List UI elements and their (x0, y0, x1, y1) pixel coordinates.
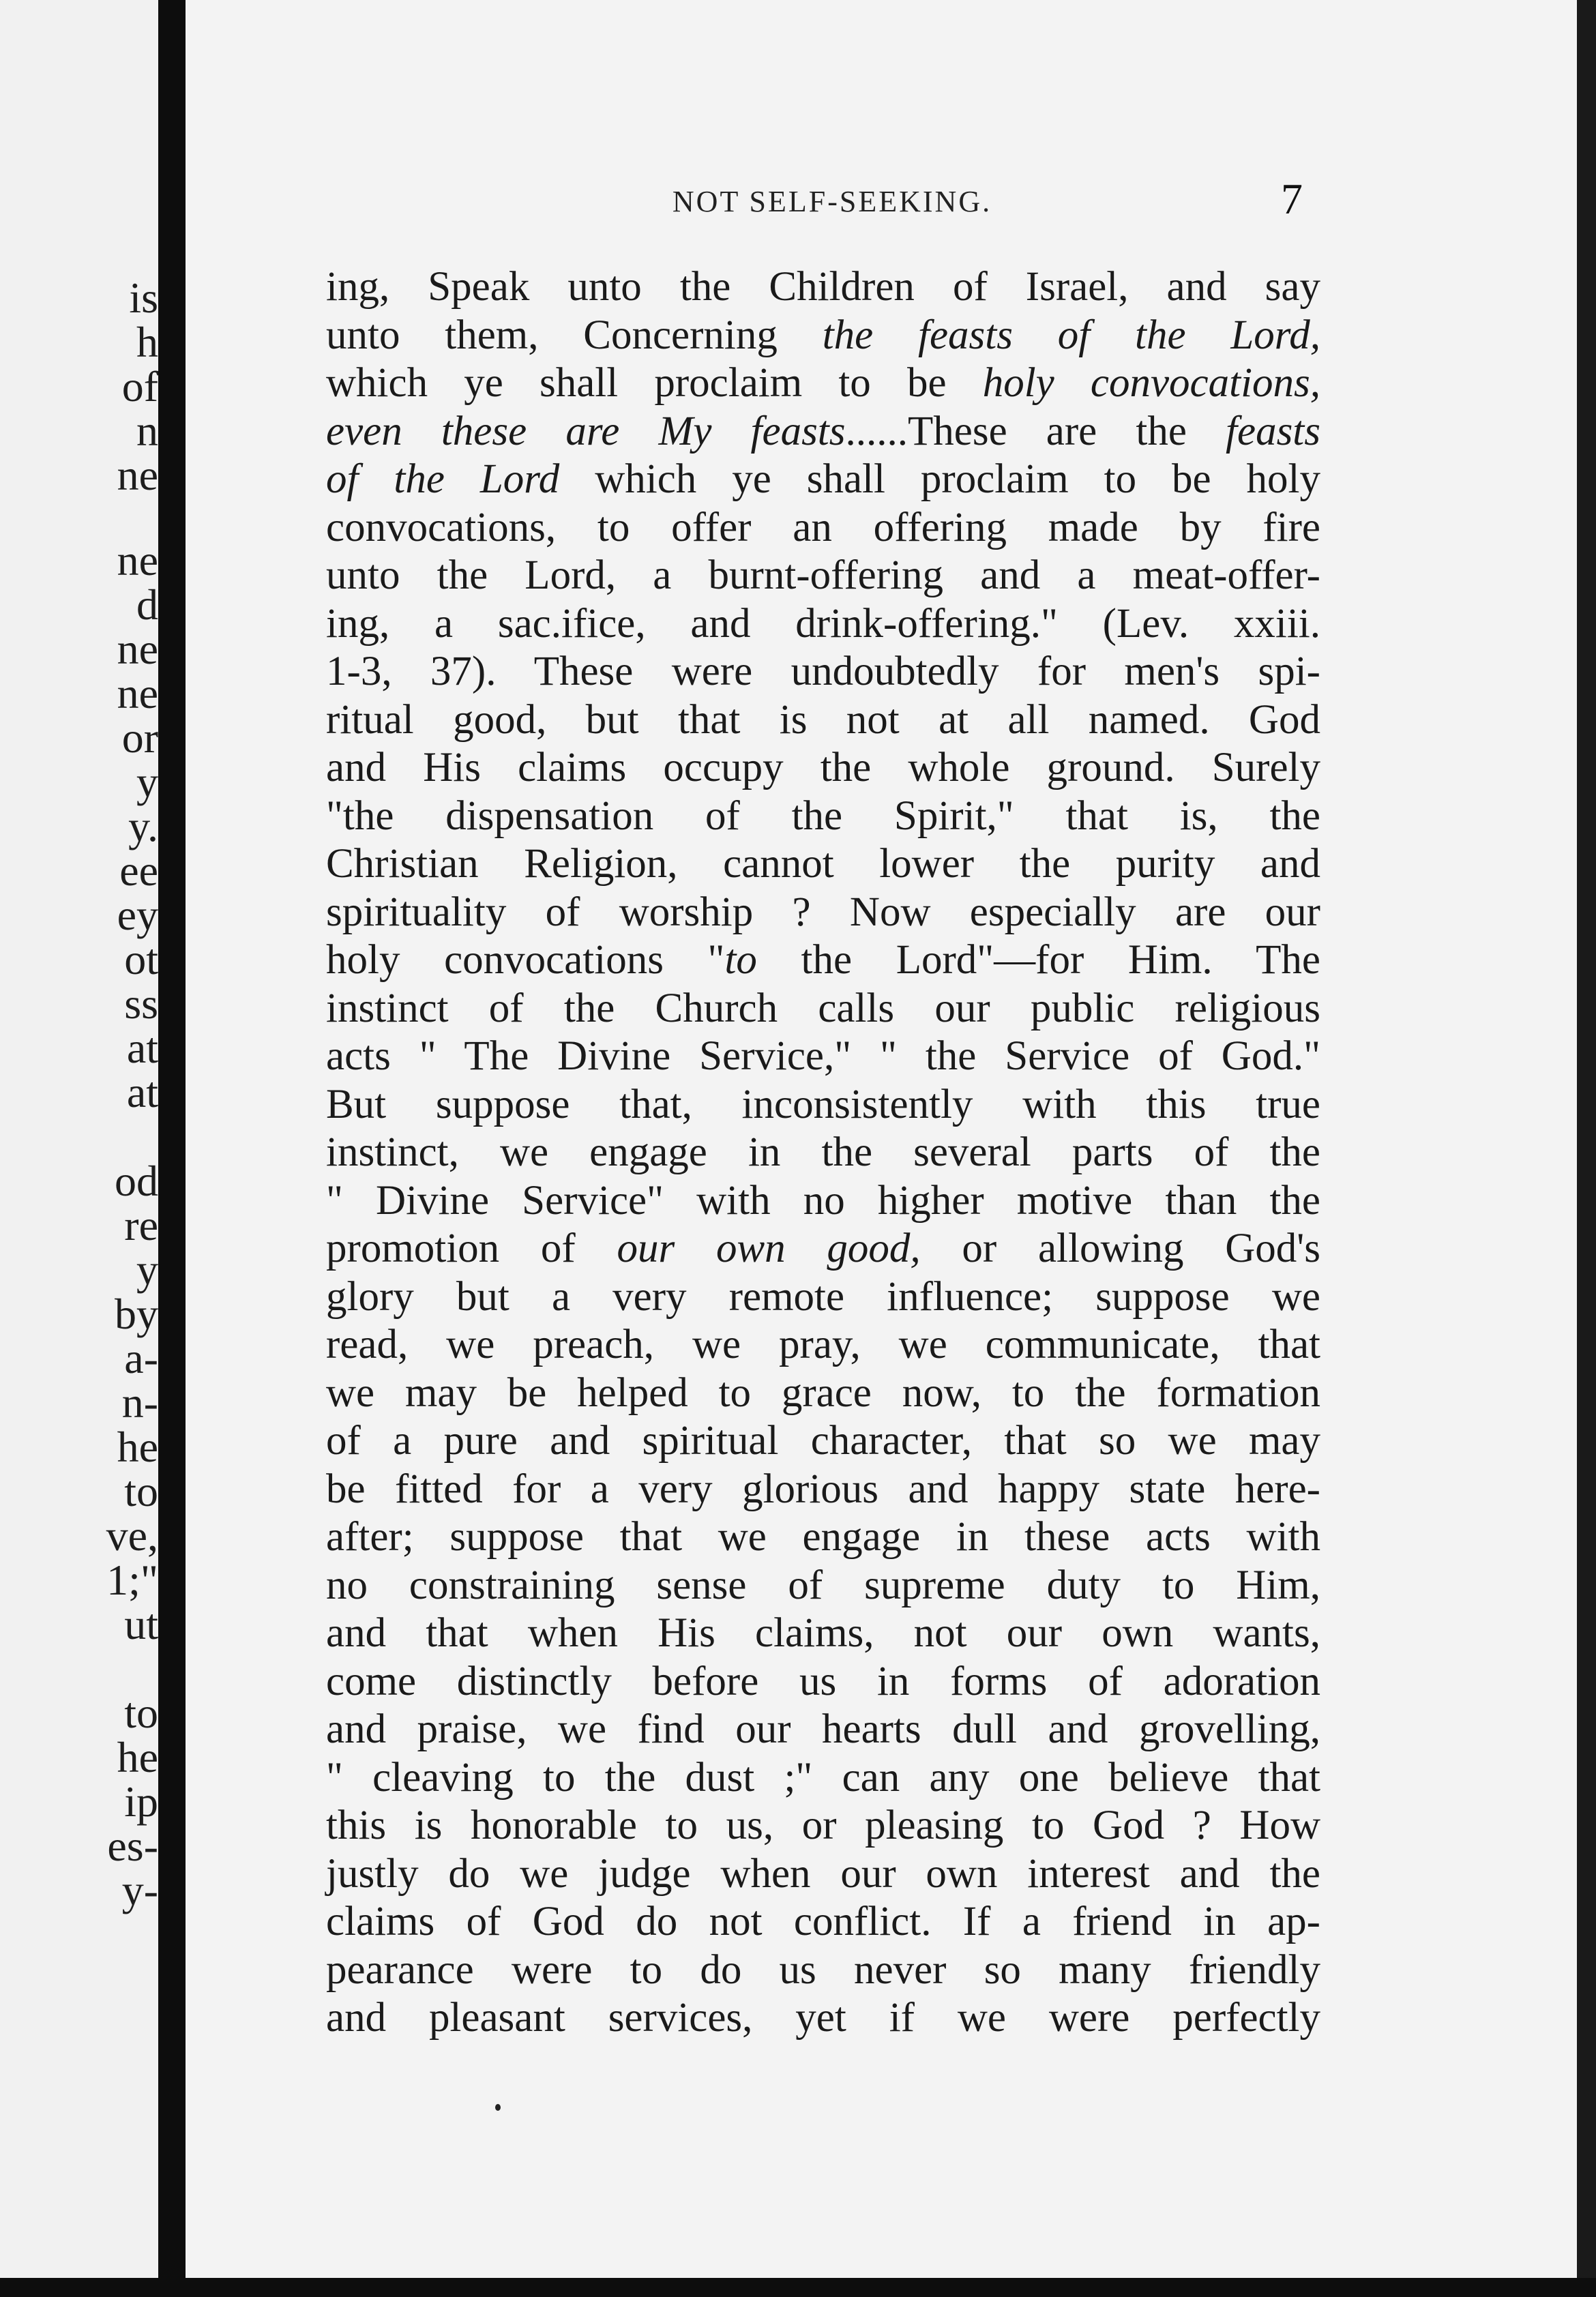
left-page-fragment: to (124, 1467, 158, 1515)
text-run: or allowing God's (920, 1226, 1320, 1271)
text-line (326, 648, 1320, 696)
text-run: "the dispensation of the Spirit," that is, the (326, 792, 1320, 839)
text-line (326, 696, 1320, 745)
italic-text: to (724, 937, 757, 983)
left-page-fragment: d (136, 580, 158, 629)
text-line (326, 1562, 1320, 1610)
left-page-fragment: y. (128, 802, 158, 850)
text-run: glory but a very remote influence; suppose we (326, 1273, 1320, 1320)
text-run: claims of God do not conflict. If a friend in ap- (326, 1899, 1320, 1944)
left-page-fragment: ne (117, 625, 158, 673)
italic-text: the feasts of the Lord, (822, 312, 1321, 358)
left-page-fragment: or (121, 713, 158, 762)
text-run: instinct, we engage in the several parts of the (326, 1129, 1320, 1175)
italic-text: holy convocations, (982, 360, 1321, 406)
left-page-fragment: he (117, 1423, 158, 1471)
left-page-fragment: h (136, 318, 158, 366)
text-line (326, 552, 1320, 600)
running-header: NOT SELF-SEEKING. (672, 185, 992, 218)
italic-text: of the Lord (326, 456, 560, 502)
left-page-fragment: at (126, 1068, 158, 1116)
text-run: justly do we judge when our own interest and the (326, 1850, 1320, 1897)
scan-bottom-border (0, 2278, 1596, 2297)
left-page-edge (0, 0, 158, 2297)
text-run: after; suppose that we engage in these acts with (326, 1514, 1320, 1560)
text-line (326, 889, 1320, 937)
text-line (326, 1994, 1320, 2043)
left-page-fragment: y (136, 758, 158, 806)
text-run: and that when His claims, not our own wants, (326, 1610, 1320, 1656)
text-run: which ye shall proclaim to be holy (559, 456, 1320, 502)
text-line (326, 408, 1320, 456)
italic-text: feasts (1226, 408, 1320, 454)
book-gutter (158, 0, 186, 2297)
text-line (326, 1658, 1320, 1706)
text-line (326, 1850, 1320, 1899)
text-run: ......These are the (845, 408, 1226, 454)
left-page-fragment: ey (117, 891, 158, 939)
left-page-fragment: ee (119, 846, 158, 895)
text-line (326, 1321, 1320, 1369)
left-page-fragment: to (124, 1689, 158, 1737)
text-line (326, 744, 1320, 792)
text-line (326, 263, 1320, 312)
text-line (326, 840, 1320, 889)
text-run: 1-3, 37). These were undoubtedly for men's spi- (326, 649, 1320, 694)
text-run: But suppose that, inconsistently with this true (326, 1081, 1320, 1127)
ink-speck (495, 2104, 501, 2111)
left-page-fragment: n (136, 406, 158, 455)
text-line (326, 1898, 1320, 1946)
text-run: acts " The Divine Service," " the Service of God." (326, 1033, 1320, 1079)
text-run: convocations, to offer an offering made by fire (326, 504, 1320, 550)
text-line (326, 1802, 1320, 1850)
page-number: 7 (1281, 175, 1303, 223)
left-page-fragment: a- (124, 1334, 158, 1382)
text-run: no constraining sense of supreme duty to Him, (326, 1562, 1320, 1608)
text-line (326, 1706, 1320, 1754)
text-run: this is honorable to us, or pleasing to God ? How (326, 1803, 1320, 1848)
text-line (326, 1033, 1320, 1081)
text-run: and praise, we find our hearts dull and grovelling, (326, 1706, 1320, 1752)
text-line (326, 504, 1320, 552)
text-run: we may be helped to grace now, to the formation (326, 1369, 1320, 1416)
left-page-fragment: ip (124, 1777, 158, 1826)
text-line (326, 1081, 1320, 1129)
text-run: the Lord"—for Him. The (756, 937, 1320, 983)
body-text (326, 263, 1320, 2043)
text-run: unto the Lord, a burnt-offering and a meat-offer- (326, 552, 1320, 598)
left-page-fragment: he (117, 1733, 158, 1781)
text-run: read, we preach, we pray, we communicate, that (326, 1322, 1320, 1367)
text-run: promotion of (326, 1226, 617, 1271)
text-run: spirituality of worship ? Now especially are our (326, 889, 1320, 935)
left-page-fragment: es- (107, 1822, 158, 1870)
italic-text: even these are My feasts (326, 408, 846, 454)
text-line (326, 312, 1320, 360)
text-run: holy convocations " (326, 937, 725, 983)
left-page-fragment: by (115, 1290, 158, 1338)
text-line (326, 936, 1320, 985)
text-run: which ye shall proclaim to be (326, 360, 983, 406)
text-line (326, 359, 1320, 408)
text-run: of a pure and spiritual character, that so we may (326, 1418, 1320, 1464)
text-line (326, 1177, 1320, 1226)
left-page-fragment: od (115, 1157, 158, 1205)
text-line (326, 1129, 1320, 1177)
italic-text: our own good, (617, 1226, 921, 1271)
text-run: ing, Speak unto the Children of Israel, and say (326, 264, 1320, 310)
left-page-fragment: ut (124, 1600, 158, 1648)
left-page-fragment: at (126, 1024, 158, 1072)
text-run: and pleasant services, yet if we were perfectly (326, 1995, 1320, 2041)
text-line (326, 600, 1320, 649)
left-page-fragment: ot (124, 935, 158, 983)
text-line (326, 985, 1320, 1033)
left-page-fragment: ss (124, 979, 158, 1028)
text-line (326, 456, 1320, 504)
left-page-fragment: of (121, 362, 158, 411)
text-line (326, 1369, 1320, 1418)
left-page-fragment: y- (121, 1866, 158, 1914)
left-page-fragment: ve, (106, 1511, 158, 1560)
text-run: come distinctly before us in forms of adoration (326, 1658, 1320, 1704)
left-page-fragment: n- (121, 1378, 158, 1427)
text-run: " Divine Service" with no higher motive than the (326, 1177, 1320, 1224)
text-line (326, 1610, 1320, 1658)
left-page-fragment: ne (117, 536, 158, 584)
text-line (326, 1466, 1320, 1514)
text-run: unto them, Concerning (326, 312, 823, 358)
right-page-edge (1577, 0, 1596, 2297)
left-page-fragment: re (124, 1201, 158, 1249)
text-run: ritual good, but that is not at all named. God (326, 696, 1320, 743)
text-line (326, 1513, 1320, 1562)
text-line (326, 792, 1320, 841)
text-line (326, 1225, 1320, 1273)
text-run: and His claims occupy the whole ground. Surely (326, 745, 1320, 790)
left-page-fragment: ne (117, 669, 158, 717)
left-page-fragment: y (136, 1245, 158, 1294)
text-line (326, 1417, 1320, 1466)
text-run: instinct of the Church calls our public religious (326, 985, 1320, 1031)
left-page-fragment: ne (117, 451, 158, 499)
text-run: Christian Religion, cannot lower the purity and (326, 841, 1320, 887)
text-line (326, 1946, 1320, 1995)
text-run: be fitted for a very glorious and happy state here- (326, 1466, 1320, 1512)
text-run: ing, a sac.ifice, and drink-offering." (Lev. xxiii. (326, 600, 1320, 647)
text-run: " cleaving to the dust ;" can any one believe that (326, 1754, 1320, 1800)
text-run: pearance were to do us never so many friendly (326, 1946, 1320, 1993)
left-page-fragment: 1;" (106, 1556, 158, 1604)
left-page-fragment: is (129, 273, 158, 322)
text-line (326, 1754, 1320, 1803)
text-line (326, 1273, 1320, 1322)
